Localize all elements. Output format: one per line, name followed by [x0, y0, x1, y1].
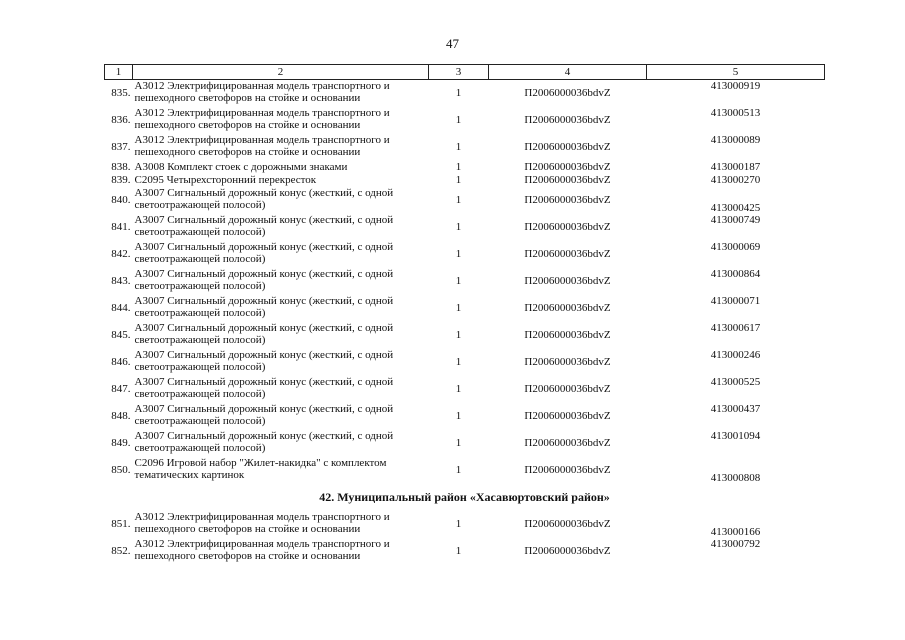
item-name [133, 457, 429, 484]
item-name-line: А3007 Сигнальный дорожный конус (жесткий, с одной [134, 294, 394, 307]
item-code: П2006000036bdvZ [524, 174, 611, 186]
item-name [133, 268, 429, 295]
item-code: П2006000036bdvZ [524, 545, 611, 557]
table-header [105, 65, 825, 80]
item-quantity: 1 [455, 275, 462, 287]
item-name [133, 161, 429, 174]
inventory-number: 413000069 [710, 240, 761, 253]
table-row [105, 403, 825, 430]
inventory-number: 413000246 [710, 348, 761, 361]
item-name [133, 538, 429, 565]
item-quantity: 1 [455, 464, 462, 476]
inventory-number: 413000437 [710, 402, 761, 415]
inventory-number: 413000617 [710, 321, 761, 334]
table-row [105, 241, 825, 268]
col-header-4: 4 [489, 65, 647, 80]
table-row [105, 80, 825, 107]
row-number: 841. [111, 221, 131, 233]
col-header-2: 2 [133, 65, 429, 80]
item-quantity: 1 [455, 329, 462, 341]
item-name [133, 80, 429, 107]
table-row [105, 322, 825, 349]
item-code: П2006000036bdvZ [524, 410, 611, 422]
item-code: П2006000036bdvZ [524, 194, 611, 206]
inventory-number: 413000089 [710, 133, 761, 146]
item-name-line: пешеходного светофоров на стойке и основании [134, 92, 361, 104]
item-name-line: светоотражающей полосой) [134, 252, 266, 265]
row-number: 845. [111, 329, 131, 341]
item-name [133, 187, 429, 214]
row-number: 846. [111, 356, 131, 368]
item-name-line: А3007 Сигнальный дорожный конус (жесткий, с одной [134, 321, 394, 334]
item-code: П2006000036bdvZ [524, 275, 611, 287]
table-row [105, 134, 825, 161]
table-row [105, 214, 825, 241]
item-name-line: светоотражающей полосой) [134, 414, 266, 427]
inventory-number: 413000270 [710, 174, 761, 186]
table-row [105, 349, 825, 376]
inventory-number: 413000808 [710, 471, 761, 484]
section-heading: 42. Муниципальный район «Хасавюртовский район» [319, 490, 610, 504]
item-quantity: 1 [455, 410, 462, 422]
item-quantity: 1 [455, 248, 462, 260]
col-header-3: 3 [429, 65, 489, 80]
item-quantity: 1 [455, 302, 462, 314]
item-name [133, 295, 429, 322]
item-quantity: 1 [455, 545, 462, 557]
inventory-number: 413000071 [710, 294, 761, 307]
row-number: 844. [111, 302, 131, 314]
row-number: 843. [111, 275, 131, 287]
row-number: 839. [111, 174, 131, 186]
item-name-line: А3012 Электрифицированная модель транспортного и [134, 537, 390, 550]
item-name-line: пешеходного светофоров на стойке и основании [134, 145, 361, 158]
item-name-line: светоотражающей полосой) [134, 333, 266, 346]
item-quantity: 1 [455, 141, 462, 153]
item-name [133, 511, 429, 538]
item-quantity: 1 [455, 194, 462, 206]
item-name-line: А3007 Сигнальный дорожный конус (жесткий, с одной [134, 375, 394, 388]
inventory-table [104, 64, 825, 565]
item-name-line: С2095 Четырехсторонний перекресток [134, 174, 317, 186]
item-quantity: 1 [455, 221, 462, 233]
item-name [133, 134, 429, 161]
table-row [105, 376, 825, 403]
item-name-line: А3007 Сигнальный дорожный конус (жесткий, с одной [134, 186, 394, 199]
table-row [105, 511, 825, 538]
item-code: П2006000036bdvZ [524, 329, 611, 341]
table-row [105, 174, 825, 187]
item-code: П2006000036bdvZ [524, 221, 611, 233]
item-name-line: С2096 Игровой набор "Жилет-накидка" с комплектом [134, 456, 387, 469]
item-code: П2006000036bdvZ [524, 87, 611, 100]
item-name-line: А3007 Сигнальный дорожный конус (жесткий, с одной [134, 213, 394, 226]
row-number: 847. [111, 383, 131, 395]
item-quantity: 1 [455, 518, 462, 530]
item-name-line: светоотражающей полосой) [134, 225, 266, 238]
item-quantity: 1 [455, 437, 462, 449]
item-code: П2006000036bdvZ [524, 464, 611, 476]
item-name-line: А3012 Электрифицированная модель транспортного и [134, 133, 390, 146]
item-name-line: пешеходного светофоров на стойке и основании [134, 522, 361, 535]
item-quantity: 1 [455, 87, 462, 100]
inventory-number: 413001094 [710, 429, 761, 442]
item-code: П2006000036bdvZ [524, 141, 611, 153]
section-heading-row [105, 484, 825, 511]
row-number: 835. [111, 87, 131, 100]
item-name-line: А3012 Электрифицированная модель транспортного и [134, 510, 390, 523]
item-quantity: 1 [455, 174, 462, 186]
item-name [133, 376, 429, 403]
item-name-line: А3007 Сигнальный дорожный конус (жесткий, с одной [134, 267, 394, 280]
table-row [105, 430, 825, 457]
item-name-line: пешеходного светофоров на стойке и основании [134, 118, 361, 131]
row-number: 837. [111, 141, 131, 153]
table-row [105, 268, 825, 295]
item-name [133, 241, 429, 268]
item-name-line: А3007 Сигнальный дорожный конус (жесткий, с одной [134, 348, 394, 361]
item-code: П2006000036bdvZ [524, 356, 611, 368]
row-number: 849. [111, 437, 131, 449]
item-quantity: 1 [455, 383, 462, 395]
row-number: 850. [111, 464, 131, 476]
row-number: 848. [111, 410, 131, 422]
table-row [105, 538, 825, 565]
inventory-number: 413000864 [710, 267, 761, 280]
item-name [133, 349, 429, 376]
item-quantity: 1 [455, 356, 462, 368]
item-name-line: светоотражающей полосой) [134, 387, 266, 400]
item-quantity: 1 [455, 114, 462, 126]
item-name-line: светоотражающей полосой) [134, 306, 266, 319]
item-name-line: светоотражающей полосой) [134, 360, 266, 373]
table-row [105, 187, 825, 214]
inventory-number: 413000187 [710, 161, 761, 173]
row-number: 852. [111, 545, 131, 557]
item-quantity: 1 [455, 161, 462, 173]
row-number: 842. [111, 248, 131, 260]
item-code: П2006000036bdvZ [524, 518, 611, 530]
item-code: П2006000036bdvZ [524, 302, 611, 314]
inventory-number: 413000425 [710, 201, 761, 214]
item-name-line: А3012 Электрифицированная модель транспортного и [134, 80, 390, 92]
item-name-line: пешеходного светофоров на стойке и основании [134, 549, 361, 562]
item-code: П2006000036bdvZ [524, 114, 611, 126]
item-name-line: А3008 Комплект стоек с дорожными знаками [134, 161, 348, 173]
inventory-number: 413000749 [710, 213, 761, 226]
table-row [105, 295, 825, 322]
item-name-line: светоотражающей полосой) [134, 279, 266, 292]
item-name [133, 174, 429, 187]
row-number: 840. [111, 194, 131, 206]
col-header-1: 1 [105, 65, 133, 80]
item-name-line: А3012 Электрифицированная модель транспортного и [134, 106, 390, 119]
item-name-line: А3007 Сигнальный дорожный конус (жесткий, с одной [134, 240, 394, 253]
row-number: 838. [111, 161, 131, 173]
inventory-number: 413000513 [710, 106, 761, 119]
row-number: 836. [111, 114, 131, 126]
inventory-number: 413000919 [710, 80, 761, 92]
inventory-number: 413000525 [710, 375, 761, 388]
table-body [105, 80, 825, 565]
table-row [105, 161, 825, 174]
item-name [133, 107, 429, 134]
item-name-line: А3007 Сигнальный дорожный конус (жесткий, с одной [134, 402, 394, 415]
item-name [133, 322, 429, 349]
header-row [105, 65, 825, 80]
item-name [133, 214, 429, 241]
page-number: 47 [446, 36, 459, 51]
inventory-number: 413000166 [710, 525, 761, 538]
table-row [105, 107, 825, 134]
item-name-line: А3007 Сигнальный дорожный конус (жесткий, с одной [134, 429, 394, 442]
item-code: П2006000036bdvZ [524, 161, 611, 173]
table-row [105, 457, 825, 484]
item-name-line: тематических картинок [134, 468, 245, 481]
item-name [133, 403, 429, 430]
item-code: П2006000036bdvZ [524, 383, 611, 395]
item-code: П2006000036bdvZ [524, 248, 611, 260]
item-name-line: светоотражающей полосой) [134, 441, 266, 454]
item-name [133, 430, 429, 457]
col-header-5: 5 [647, 65, 825, 80]
item-code: П2006000036bdvZ [524, 437, 611, 449]
row-number: 851. [111, 518, 131, 530]
inventory-number: 413000792 [710, 537, 761, 550]
item-name-line: светоотражающей полосой) [134, 198, 266, 211]
